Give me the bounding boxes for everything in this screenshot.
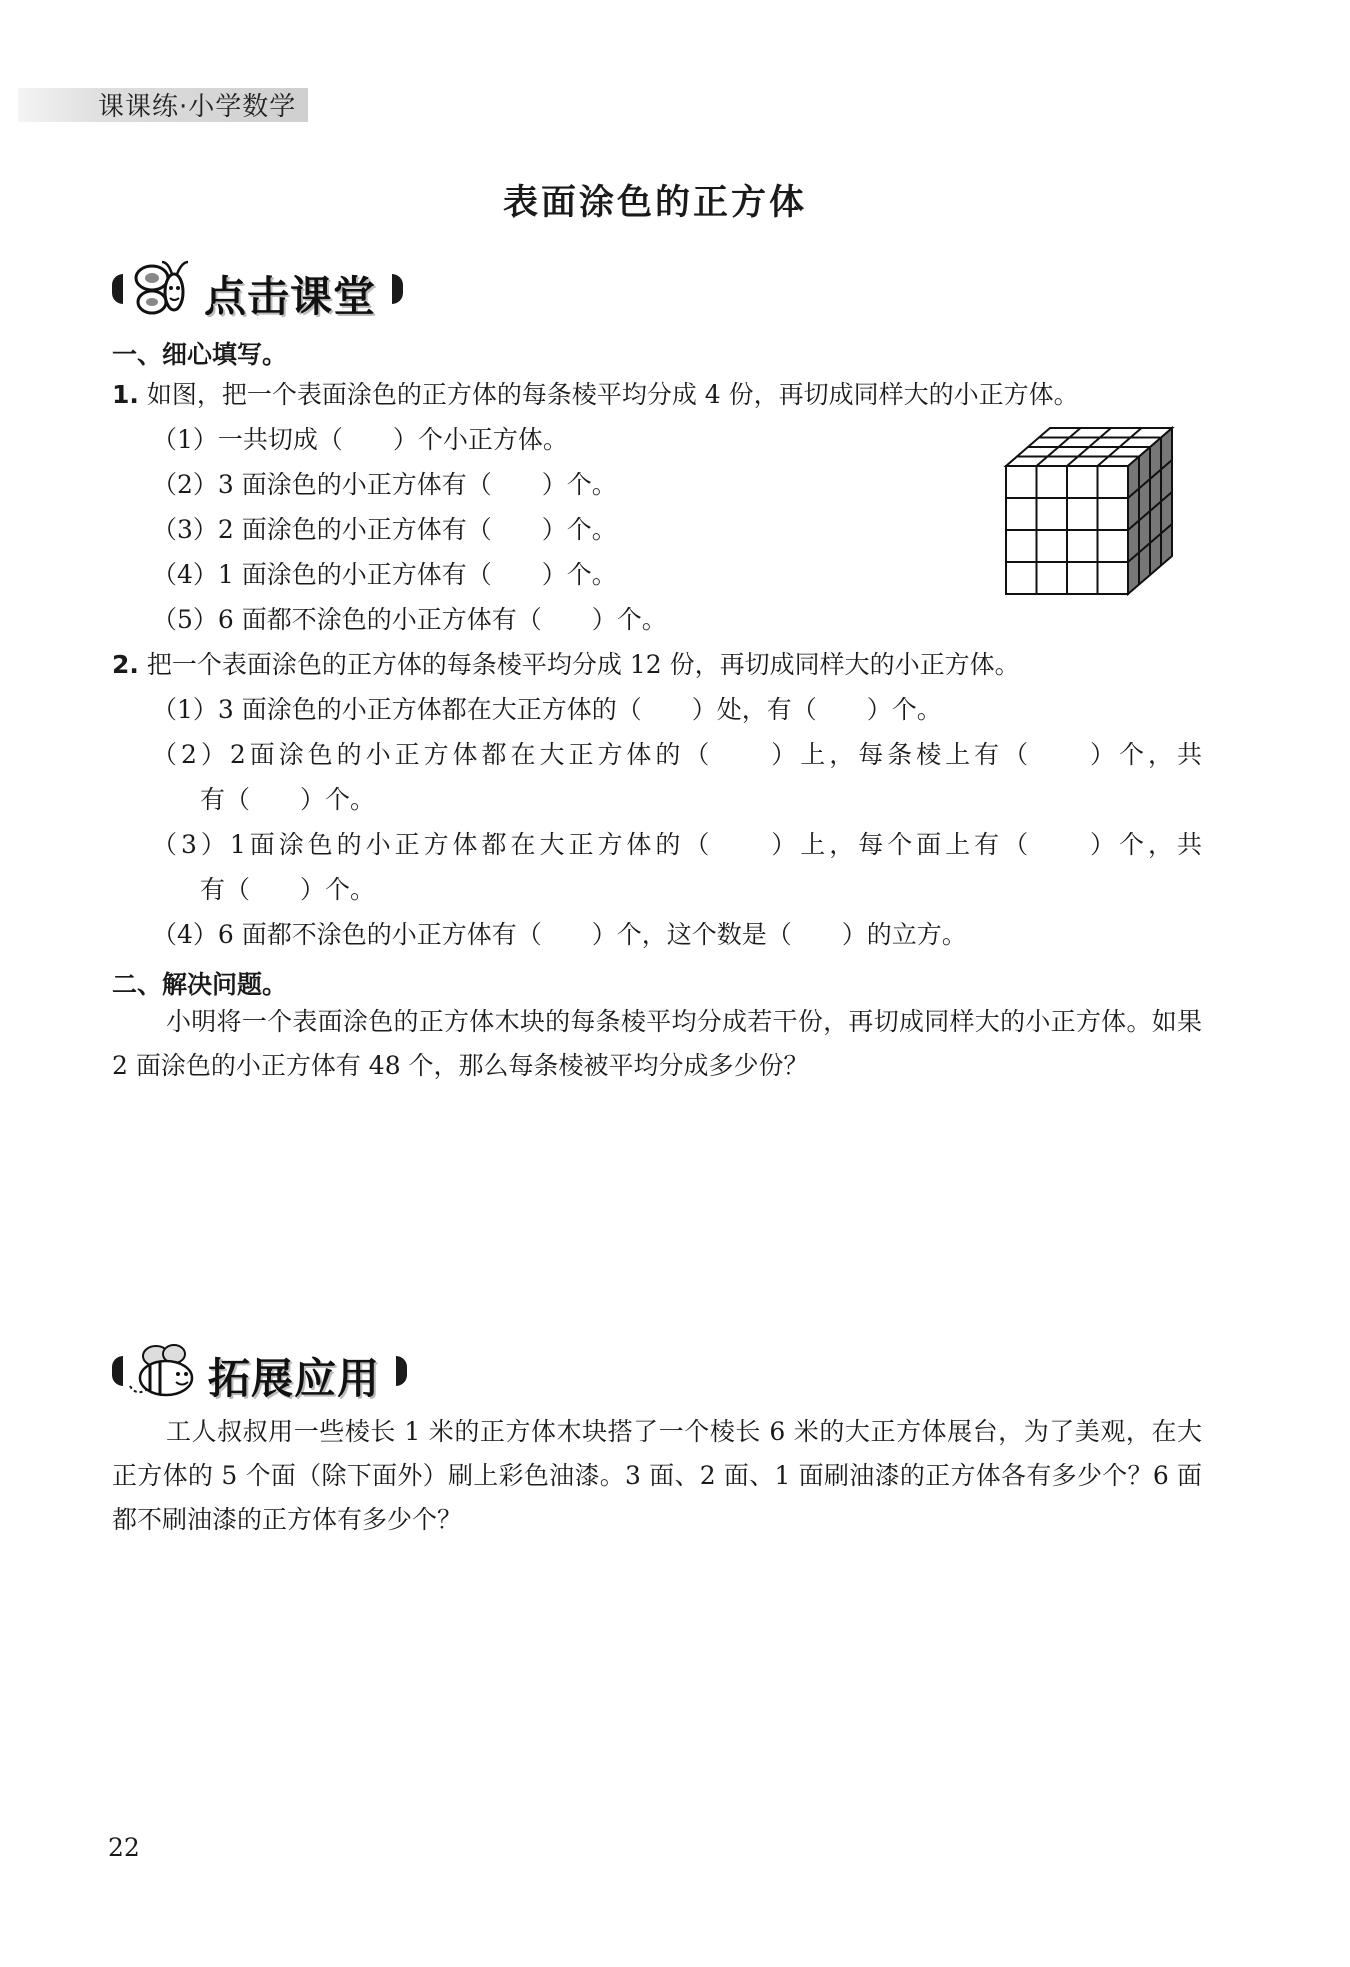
butterfly-icon bbox=[130, 258, 200, 320]
q2-item-4: （4）6 面都不涂色的小正方体有（ ）个，这个数是（ ）的立方。 bbox=[152, 920, 967, 949]
part2-heading: 二、解决问题。 bbox=[112, 970, 288, 999]
q1-item-2: （2）3 面涂色的小正方体有（ ）个。 bbox=[152, 470, 617, 499]
banner-title: 点击课堂 bbox=[204, 272, 377, 321]
q2-item-3-line2: 有（ ）个。 bbox=[200, 875, 376, 904]
q1-item-1: （1）一共切成（ ）个小正方体。 bbox=[152, 425, 568, 454]
page-title: 表面涂色的正方体 bbox=[502, 183, 807, 223]
question-number: 2. bbox=[112, 650, 139, 679]
part1-heading: 一、细心填写。 bbox=[112, 340, 288, 369]
part2-problem: 小明将一个表面涂色的正方体木块的每条棱平均分成若干份，再切成同样大的小正方体。如果 2 面涂色的小正方体有 48 个，那么每条棱被平均分成多少份？ bbox=[112, 1007, 1202, 1080]
extension-problem: 工人叔叔用一些棱长 1 米的正方体木块搭了一个棱长 6 米的大正方体展台，为了美观，在大正方体的 5 个面（除下面外）刷上彩色油漆。3 面、2 面、1 面刷油漆的正方体各有多少个？6 面都不刷油漆的正方体有多少个？ bbox=[112, 1417, 1202, 1534]
q2-item-1: （1）3 面涂色的小正方体都在大正方体的（ ）处，有（ ）个。 bbox=[152, 695, 942, 724]
question-text: 如图，把一个表面涂色的正方体的每条棱平均分成 4 份，再切成同样大的小正方体。 bbox=[146, 380, 1079, 409]
q2-item-2-line1: （2）2面涂色的小正方体都在大正方体的（ ）上，每条棱上有（ ）个，共 bbox=[152, 740, 1202, 769]
bee-icon bbox=[126, 1340, 206, 1402]
page-number: 22 bbox=[108, 1833, 140, 1862]
question-text: 把一个表面涂色的正方体的每条棱平均分成 12 份，再切成同样大的小正方体。 bbox=[146, 650, 1020, 679]
q1-item-4: （4）1 面涂色的小正方体有（ ）个。 bbox=[152, 560, 617, 589]
q2-item-3-line1: （3）1面涂色的小正方体都在大正方体的（ ）上，每个面上有（ ）个，共 bbox=[152, 830, 1202, 859]
section-banner-extension bbox=[112, 1340, 412, 1402]
question-1 bbox=[112, 380, 1079, 410]
q1-item-5: （5）6 面都不涂色的小正方体有（ ）个。 bbox=[152, 605, 667, 634]
question-number: 1. bbox=[112, 380, 139, 409]
cube-grid-icon bbox=[1000, 420, 1185, 600]
section-banner-classroom bbox=[112, 258, 412, 320]
q1-item-3: （3）2 面涂色的小正方体有（ ）个。 bbox=[152, 515, 617, 544]
series-title: 课课练·小学数学 bbox=[98, 92, 297, 122]
banner-title: 拓展应用 bbox=[208, 1354, 381, 1403]
question-2 bbox=[112, 650, 1020, 680]
q2-item-2-line2: 有（ ）个。 bbox=[200, 785, 376, 814]
